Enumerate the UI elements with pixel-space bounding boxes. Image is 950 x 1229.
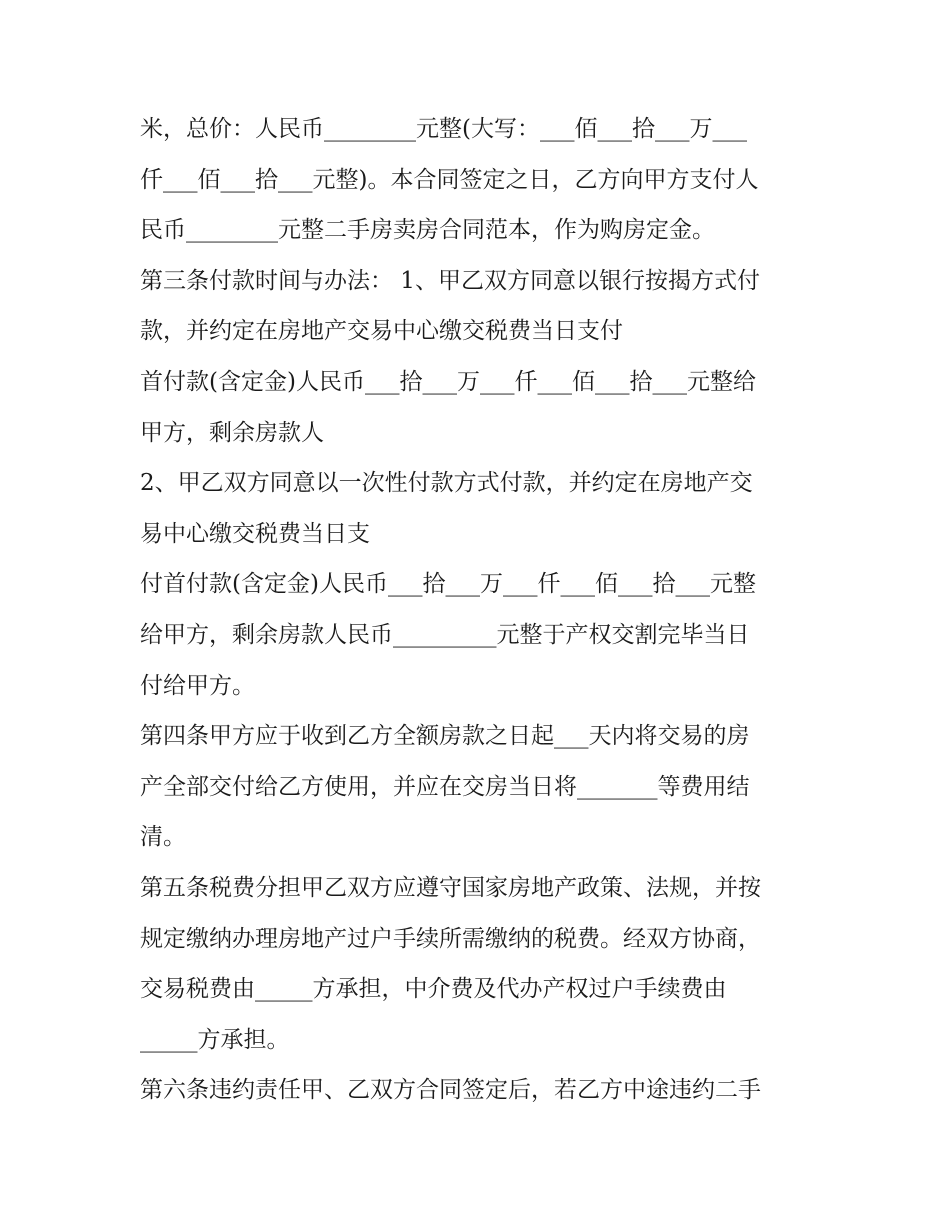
text-line: 产全部交付给乙方使用，并应在交房当日将_______等费用结	[140, 773, 750, 800]
text-line: 付首付款(含定金)人民币___拾___万___仟___佰___拾___元整	[140, 571, 756, 598]
text-line: 首付款(含定金)人民币___拾___万___仟___佰___拾___元整给	[140, 368, 756, 395]
text-line: 规定缴纳办理房地产过户手续所需缴纳的税费。经双方协商，	[140, 925, 761, 952]
text-line: 仟___佰___拾___元整)。本合同签定之日，乙方向甲方支付人	[140, 166, 759, 193]
text-line: 交易税费由_____方承担，中介费及代办产权过户手续费由	[140, 976, 727, 1003]
contract-text-block	[140, 104, 820, 1116]
text-line: 2、甲乙双方同意以一次性付款方式付款，并约定在房地产交	[140, 470, 753, 497]
text-line: 清。	[140, 824, 186, 851]
text-line: 米，总价：人民币________元整(大写：___佰___拾___万___	[140, 116, 747, 142]
text-line: 甲方，剩余房款人	[140, 419, 324, 446]
text-line: 第三条付款时间与办法： 1、甲乙双方同意以银行按揭方式付	[140, 267, 760, 294]
text-line: 易中心缴交税费当日支	[140, 520, 370, 547]
text-line: 民币________元整二手房卖房合同范本，作为购房定金。	[140, 217, 715, 244]
text-line: 付给甲方。	[140, 672, 255, 699]
text-line: 给甲方，剩余房款人民币_________元整于产权交割完毕当日	[140, 621, 750, 648]
text-line: 第五条税费分担甲乙双方应遵守国家房地产政策、法规，并按	[140, 874, 761, 901]
text-line: 第六条违约责任甲、乙双方合同签定后，若乙方中途违约二手	[140, 1077, 761, 1104]
text-line: 款，并约定在房地产交易中心缴交税费当日支付	[140, 318, 623, 345]
text-line: _____方承担。	[140, 1026, 290, 1053]
text-line: 第四条甲方应于收到乙方全额房款之日起___天内将交易的房	[140, 723, 750, 750]
